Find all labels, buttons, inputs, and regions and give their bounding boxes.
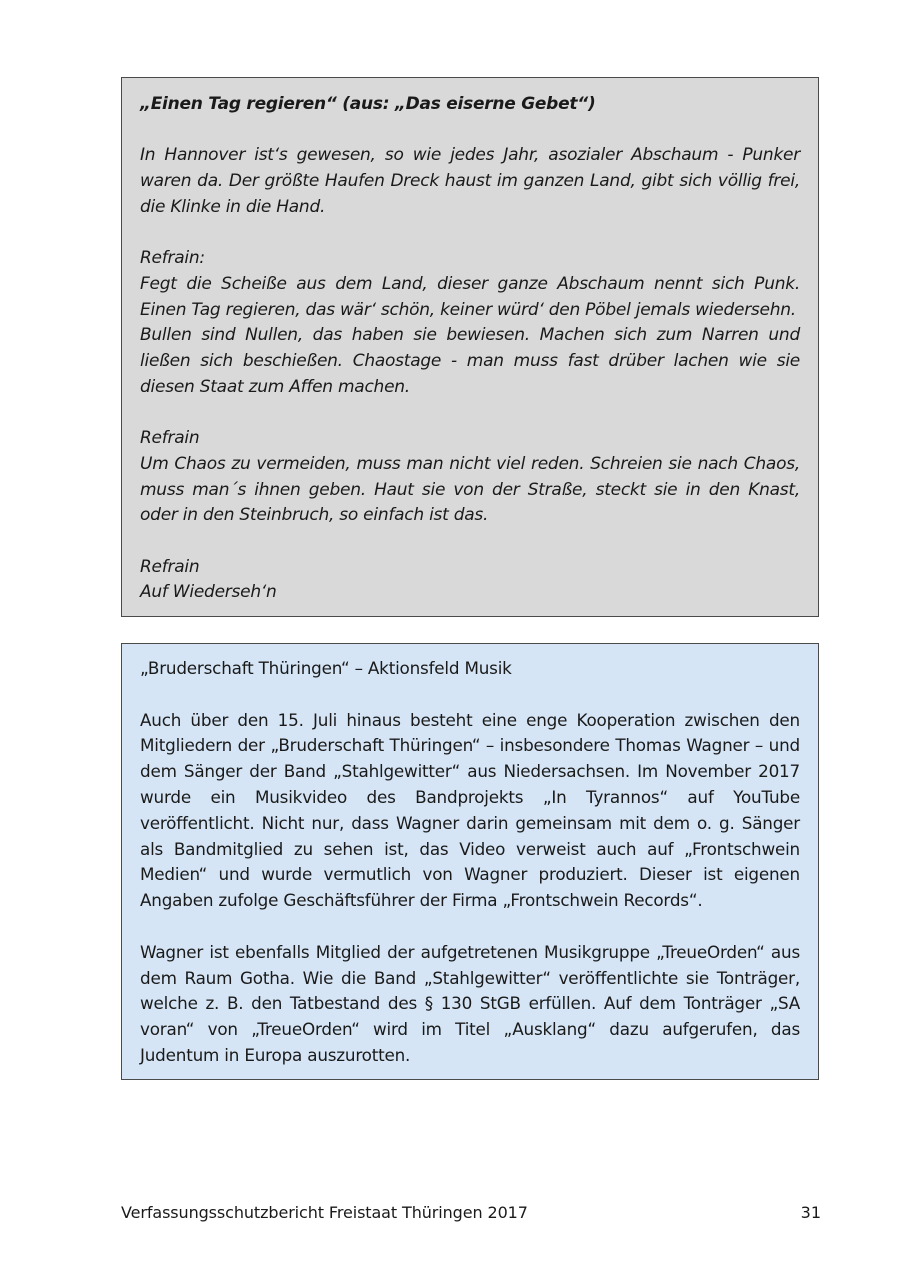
lyrics-box: [121, 77, 819, 617]
report-paragraph-1: Auch über den 15. Juli hinaus besteht eine enge Kooperation zwischen den Mitgliedern der „Bruderschaft Thüringen“ – insbesondere Thomas Wagner – und dem Sänger der Band „Stahlgewitter“ aus Niedersachsen. Im November 2017 wurde ein Musikvideo des Bandprojekts „In Tyrannos“ auf YouTube veröffentlicht. Nicht nur, dass Wagner darin gemeinsam mit dem o. g. Sänger als Bandmitglied zu sehen ist, das Video verweist auch auf „Frontschwein Medien“ und wurde vermutlich von Wagner produziert. Dieser ist eigenen Angaben zufolge Geschäftsführer der Firma „Frontschwein Records“.: [140, 709, 800, 911]
page-number: 31: [800, 1203, 821, 1222]
lyrics-verse-2: Bullen sind Nullen, das haben sie bewiesen. Machen sich zum Narren und ließen sich beschießen. Chaostage - man muss fast drüber lachen wie sie diesen Staat zum Affen machen.: [140, 325, 800, 397]
report-heading: „Bruderschaft Thüringen“ – Aktionsfeld Musik: [140, 658, 512, 678]
footer-publication: Verfassungsschutzbericht Freistaat Thüringen 2017: [121, 1203, 528, 1222]
lyrics-verse-3: Um Chaos zu vermeiden, muss man nicht viel reden. Schreien sie nach Chaos, muss man´s ihnen geben. Haut sie von der Straße, steckt sie in den Knast, oder in den Steinbruch, so einfach ist das.: [140, 453, 800, 526]
lyrics-verse-1: In Hannover ist‘s gewesen, so wie jedes Jahr, asozialer Abschaum - Punker waren da. Der größte Haufen Dreck haust im ganzen Land, gibt sich völlig frei, die Klinke in die Hand.: [140, 145, 800, 217]
report-content: [140, 656, 800, 1069]
report-box: [121, 643, 819, 1080]
lyrics-refrain-text: Fegt die Scheiße aus dem Land, dieser ganze Abschaum nennt sich Punk. Einen Tag regieren, das wär‘ schön, keiner würd‘ den Pöbel jemals wiedersehn.: [140, 273, 800, 320]
lyrics-content: [140, 92, 800, 606]
lyrics-refrain-marker-2: Refrain: [140, 428, 200, 449]
lyrics-refrain-label: Refrain:: [140, 248, 205, 269]
lyrics-closing: Auf Wiederseh‘n: [140, 582, 277, 603]
lyrics-refrain-marker-3: Refrain: [140, 556, 200, 577]
report-paragraph-2: Wagner ist ebenfalls Mitglied der aufgetretenen Musikgruppe „TreueOrden“ aus dem Raum Gotha. Wie die Band „Stahlgewitter“ veröffentlichte sie Tonträger, welche z. B. den Tatbestand des § 130 StGB erfüllen. Auf dem Tonträger „SA voran“ von „TreueOrden“ wird im Titel „Ausklang“ dazu aufgerufen, das Judentum in Europa auszurotten.: [140, 941, 800, 1065]
lyrics-title: „Einen Tag regieren“ (aus: „Das eiserne Gebet“): [140, 94, 596, 114]
